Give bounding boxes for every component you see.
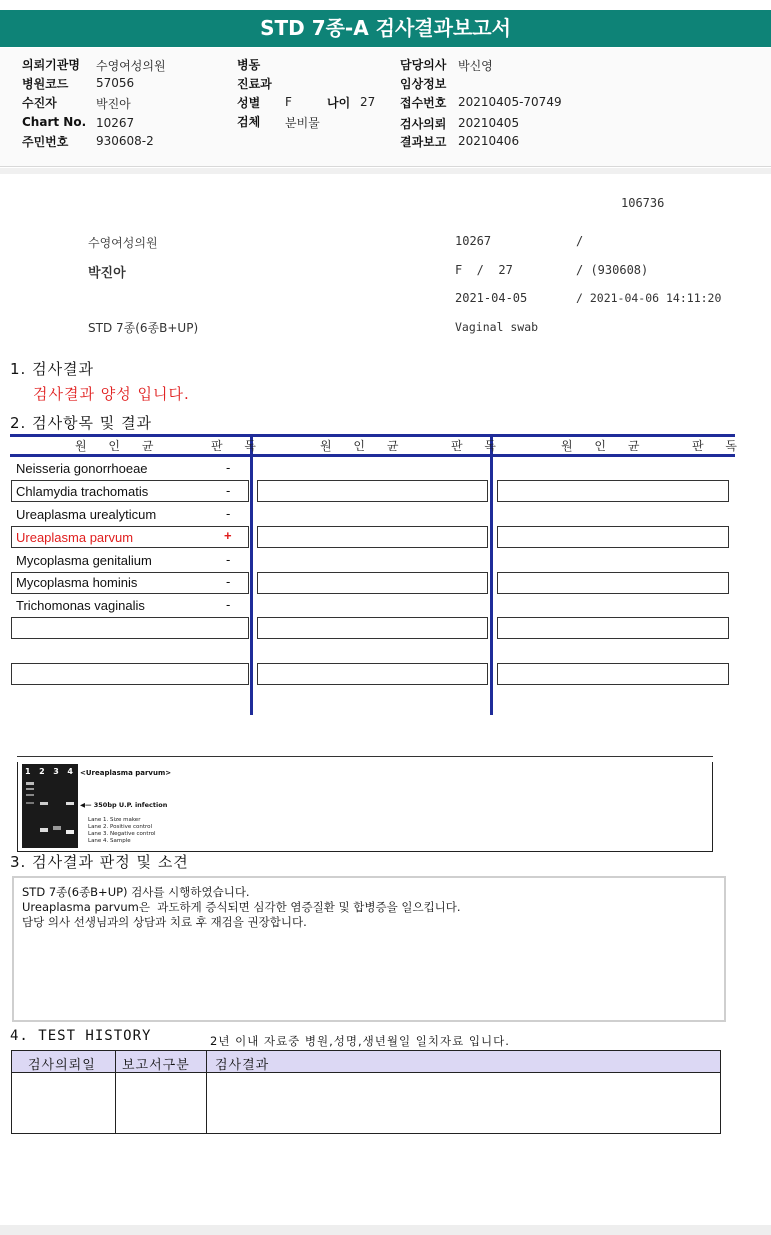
patient-id: 106736 — [621, 196, 665, 210]
result-summary: 검사결과 양성 입니다. — [33, 385, 190, 403]
info-panel — [0, 48, 771, 167]
sex-label: 성별 — [237, 96, 261, 110]
col-pathogen-2: 원 인 균 — [320, 439, 408, 453]
pathogen-result: - — [226, 597, 231, 612]
table-divider-1 — [250, 434, 253, 715]
col-pathogen-1: 원 인 균 — [75, 439, 163, 453]
pathogen-name: Ureaplasma urealyticum — [16, 507, 157, 522]
pathogen-result: - — [226, 483, 231, 498]
gel-band-label: ◀— 350bp U.P. infection — [80, 801, 168, 809]
patient-hospital: 수영여성의원 — [88, 236, 158, 250]
gel-band — [26, 788, 34, 790]
gel-legend-item: Lane 2. Positive control — [88, 824, 153, 830]
pathogen-result: - — [226, 506, 231, 521]
history-col-divider — [115, 1051, 116, 1133]
gel-legend-item: Lane 4. Sample — [88, 838, 131, 844]
patient-label: 수진자 — [22, 96, 57, 110]
history-col-date: 검사의뢰일 — [28, 1058, 96, 1073]
gel-band — [66, 802, 74, 805]
col-result-1: 판 독 — [211, 439, 265, 453]
code-label: 병원코드 — [22, 77, 69, 91]
history-header — [12, 1051, 720, 1073]
pathogen-name: Mycoplasma hominis — [16, 575, 138, 590]
row-box — [11, 663, 249, 685]
empty-cell — [497, 572, 729, 594]
pathogen-name-positive: Ureaplasma parvum — [16, 530, 134, 545]
pathogen-name: Chlamydia trachomatis — [16, 484, 149, 499]
empty-cell — [257, 663, 488, 685]
empty-cell — [497, 617, 729, 639]
specimen-value: 분비물 — [285, 116, 320, 130]
gel-band — [26, 802, 34, 804]
section-3-heading: 3. 검사결과 판정 및 소견 — [10, 853, 189, 871]
gel-band — [40, 802, 48, 805]
specimen-label: 검체 — [237, 115, 261, 129]
age-label: 나이 — [327, 96, 351, 110]
history-col-divider — [206, 1051, 207, 1133]
empty-cell — [257, 617, 488, 639]
history-table — [11, 1050, 721, 1134]
clinical-label: 임상정보 — [400, 77, 447, 91]
dept-label: 진료과 — [237, 77, 272, 91]
rrn-value: 930608-2 — [96, 134, 154, 148]
row-box — [11, 617, 249, 639]
patient-date: 2021-04-05 — [455, 291, 528, 305]
table-header-rule — [10, 454, 735, 457]
sex-value: F — [285, 95, 292, 109]
empty-cell — [257, 480, 488, 502]
gel-separator — [17, 756, 713, 757]
footer-strip — [0, 1225, 771, 1235]
ward-label: 병동 — [237, 58, 261, 72]
doctor-value: 박신영 — [458, 59, 493, 73]
patient-test: STD 7종(6종B+UP) — [88, 321, 199, 335]
conclusion-line: STD 7종(6종B+UP) 검사를 시행하였습니다. — [22, 885, 250, 899]
hospital-value: 수영여성의원 — [96, 59, 166, 73]
pathogen-result: - — [226, 552, 231, 567]
table-divider-2 — [490, 434, 493, 715]
patient-value: 박진아 — [96, 97, 131, 111]
request-value: 20210405 — [458, 116, 520, 130]
gel-band — [26, 782, 34, 785]
age-value: 27 — [360, 95, 376, 109]
gel-legend-item: Lane 3. Negative control — [88, 831, 156, 837]
pathogen-name: Mycoplasma genitalium — [16, 553, 152, 568]
gel-legend-item: Lane 1. Size maker — [88, 817, 141, 823]
section-4-heading: 4. TEST HISTORY — [10, 1028, 152, 1044]
pathogen-name: Neisseria gonorrhoeae — [16, 461, 148, 476]
patient-sex-age: F / 27 — [455, 263, 513, 277]
pathogen-result: - — [226, 574, 231, 589]
pathogen-result: - — [226, 460, 231, 475]
gel-electrophoresis-image — [22, 764, 78, 848]
hospital-label: 의뢰기관명 — [22, 58, 80, 72]
code-value: 57056 — [96, 76, 135, 90]
empty-cell — [497, 480, 729, 502]
request-label: 검사의뢰 — [400, 117, 447, 131]
divider — [0, 168, 771, 174]
patient-chart: 10267 — [455, 234, 492, 248]
gel-band — [26, 794, 34, 796]
conclusion-line: Ureaplasma parvum은 과도하게 증식되면 심각한 염증질환 및 합병증을 일으킵니다. — [22, 900, 461, 914]
report-date-value: 20210406 — [458, 134, 520, 148]
pathogen-name: Trichomonas vaginalis — [16, 598, 145, 613]
doctor-label: 담당의사 — [400, 58, 447, 72]
gel-band — [40, 828, 48, 832]
receipt-label: 접수번호 — [400, 96, 447, 110]
col-pathogen-3: 원 인 균 — [561, 439, 649, 453]
patient-specimen: Vaginal swab — [455, 320, 539, 334]
history-note: 2년 이내 자료중 병원,성명,생년월일 일치자료 입니다. — [210, 1034, 510, 1048]
col-result-3: 판 독 — [692, 439, 746, 453]
gel-band — [53, 826, 61, 830]
col-result-2: 판 독 — [451, 439, 505, 453]
conclusion-line: 담당 의사 선생님과의 상담과 치료 후 재검을 권장합니다. — [22, 915, 307, 929]
rrn-label: 주민번호 — [22, 135, 69, 149]
gel-lane-numbers: 1 2 3 4 — [25, 767, 74, 776]
pathogen-result-positive: + — [224, 528, 232, 543]
patient-name: 박진아 — [88, 266, 126, 281]
section-1-heading: 1. 검사결과 — [10, 360, 95, 378]
history-col-type: 보고서구분 — [122, 1058, 190, 1073]
empty-cell — [257, 572, 488, 594]
patient-datetime: / 2021-04-06 14:11:20 — [576, 291, 722, 305]
empty-cell — [497, 663, 729, 685]
report-title: STD 7종-A 검사결과보고서 — [0, 10, 771, 47]
empty-cell — [497, 526, 729, 548]
chart-value: 10267 — [96, 116, 135, 130]
patient-slash: / — [576, 234, 584, 248]
history-col-result: 검사결과 — [215, 1058, 270, 1073]
patient-rrn: / (930608) — [576, 263, 649, 277]
empty-cell — [257, 526, 488, 548]
report-date-label: 결과보고 — [400, 135, 447, 149]
section-2-heading: 2. 검사항목 및 결과 — [10, 414, 153, 432]
gel-band — [66, 830, 74, 834]
conclusion-box — [12, 876, 726, 1022]
chart-label: Chart No. — [22, 115, 87, 129]
receipt-value: 20210405-70749 — [458, 95, 562, 109]
gel-title: <Ureaplasma parvum> — [80, 769, 172, 777]
